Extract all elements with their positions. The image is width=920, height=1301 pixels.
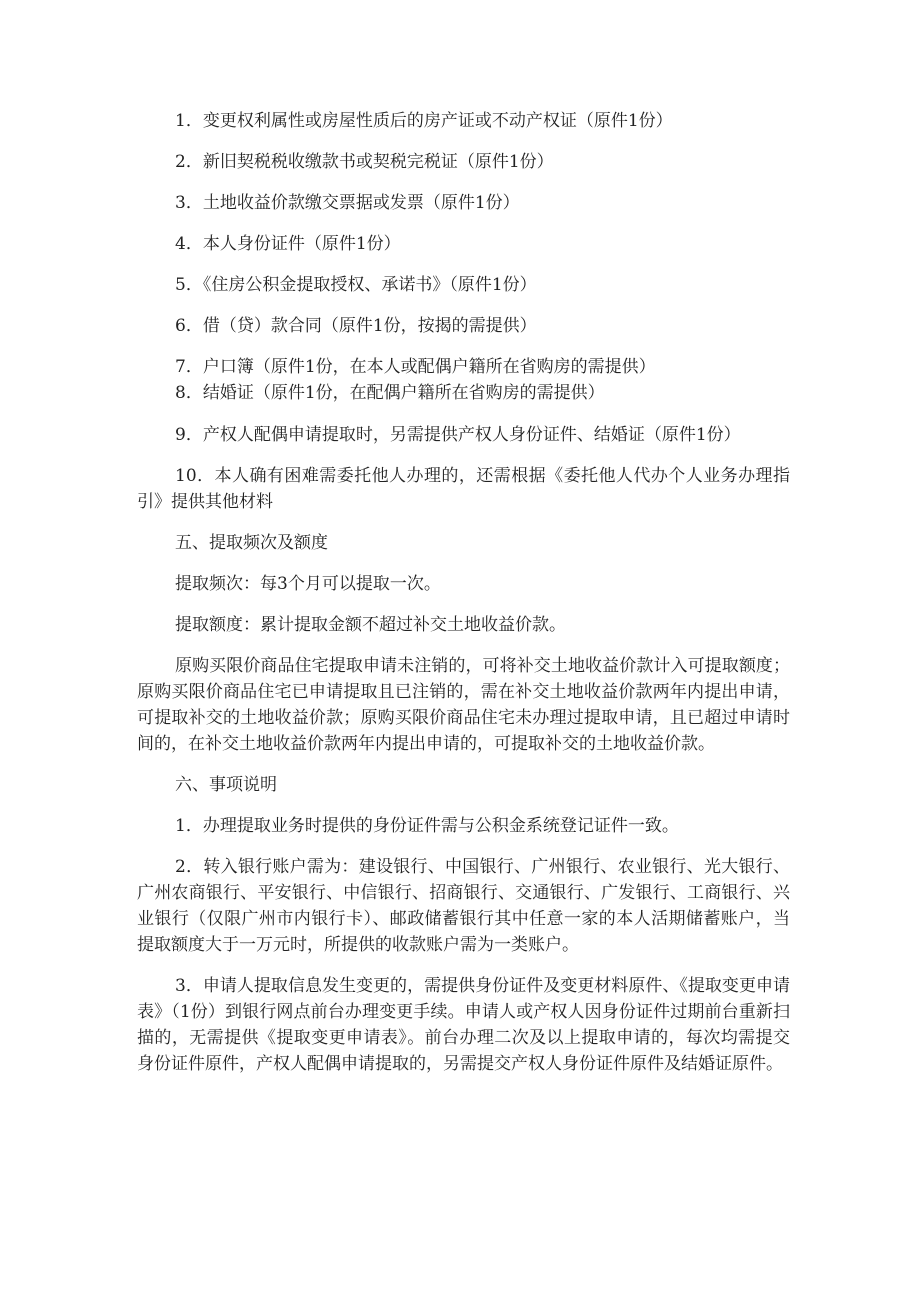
material-item-10: 10．本人确有困难需委托他人办理的，还需根据《委托他人代办个人业务办理指引》提供其他材料	[137, 466, 790, 512]
withdrawal-amount: 提取额度：累计提取金额不超过补交土地收益价款。	[175, 615, 566, 635]
section-heading-notes: 六、事项说明	[175, 775, 277, 795]
withdrawal-frequency: 提取频次：每3个月可以提取一次。	[175, 574, 441, 594]
material-item-1: 1．变更权利属性或房屋性质后的房产证或不动产权证（原件1份）	[175, 111, 673, 131]
material-item-9: 9．产权人配偶申请提取时，另需提供产权人身份证件、结婚证（原件1份）	[175, 425, 741, 445]
material-item-3: 3．土地收益价款缴交票据或发票（原件1份）	[175, 193, 520, 213]
material-item-8: 8．结婚证（原件1份，在配偶户籍所在省购房的需提供）	[175, 383, 605, 403]
note-item-1: 1．办理提取业务时提供的身份证件需与公积金系统登记证件一致。	[175, 816, 679, 836]
section-heading-frequency: 五、提取频次及额度	[175, 533, 328, 553]
material-item-5: 5．《住房公积金提取授权、承诺书》（原件1份）	[175, 275, 537, 295]
material-item-2: 2．新旧契税税收缴款书或契税完税证（原件1份）	[175, 152, 554, 172]
material-item-6: 6．借（贷）款合同（原件1份，按揭的需提供）	[175, 316, 537, 336]
note-item-3: 3．申请人提取信息发生变更的，需提供身份证件及变更材料原件、《提取变更申请表》（1份）到银行网点前台办理变更手续。申请人或产权人因身份证件过期前台重新扫描的，无需提供《提取变更申请表》。前台办理二次及以上提取申请的，每次均需提交身份证件原件，产权人配偶申请提取的，另需提交产权人身份证件原件及结婚证原件。	[137, 976, 790, 1074]
material-item-7: 7．户口簿（原件1份，在本人或配偶户籍所在省购房的需提供）	[175, 357, 656, 377]
note-item-2: 2．转入银行账户需为：建设银行、中国银行、广州银行、农业银行、光大银行、广州农商银行、平安银行、中信银行、招商银行、交通银行、广发银行、工商银行、兴业银行（仅限广州市内银行卡）、邮政储蓄银行其中任意一家的本人活期储蓄账户，当提取额度大于一万元时，所提供的收款账户需为一类账户。	[137, 857, 790, 955]
amount-explanation: 原购买限价商品住宅提取申请未注销的，可将补交土地收益价款计入可提取额度；原购买限价商品住宅已申请提取且已注销的，需在补交土地收益价款两年内提出申请，可提取补交的土地收益价款；原购买限价商品住宅未办理过提取申请，且已超过申请时间的，在补交土地收益价款两年内提出申请的，可提取补交的土地收益价款。	[137, 656, 790, 754]
material-item-4: 4．本人身份证件（原件1份）	[175, 234, 401, 254]
